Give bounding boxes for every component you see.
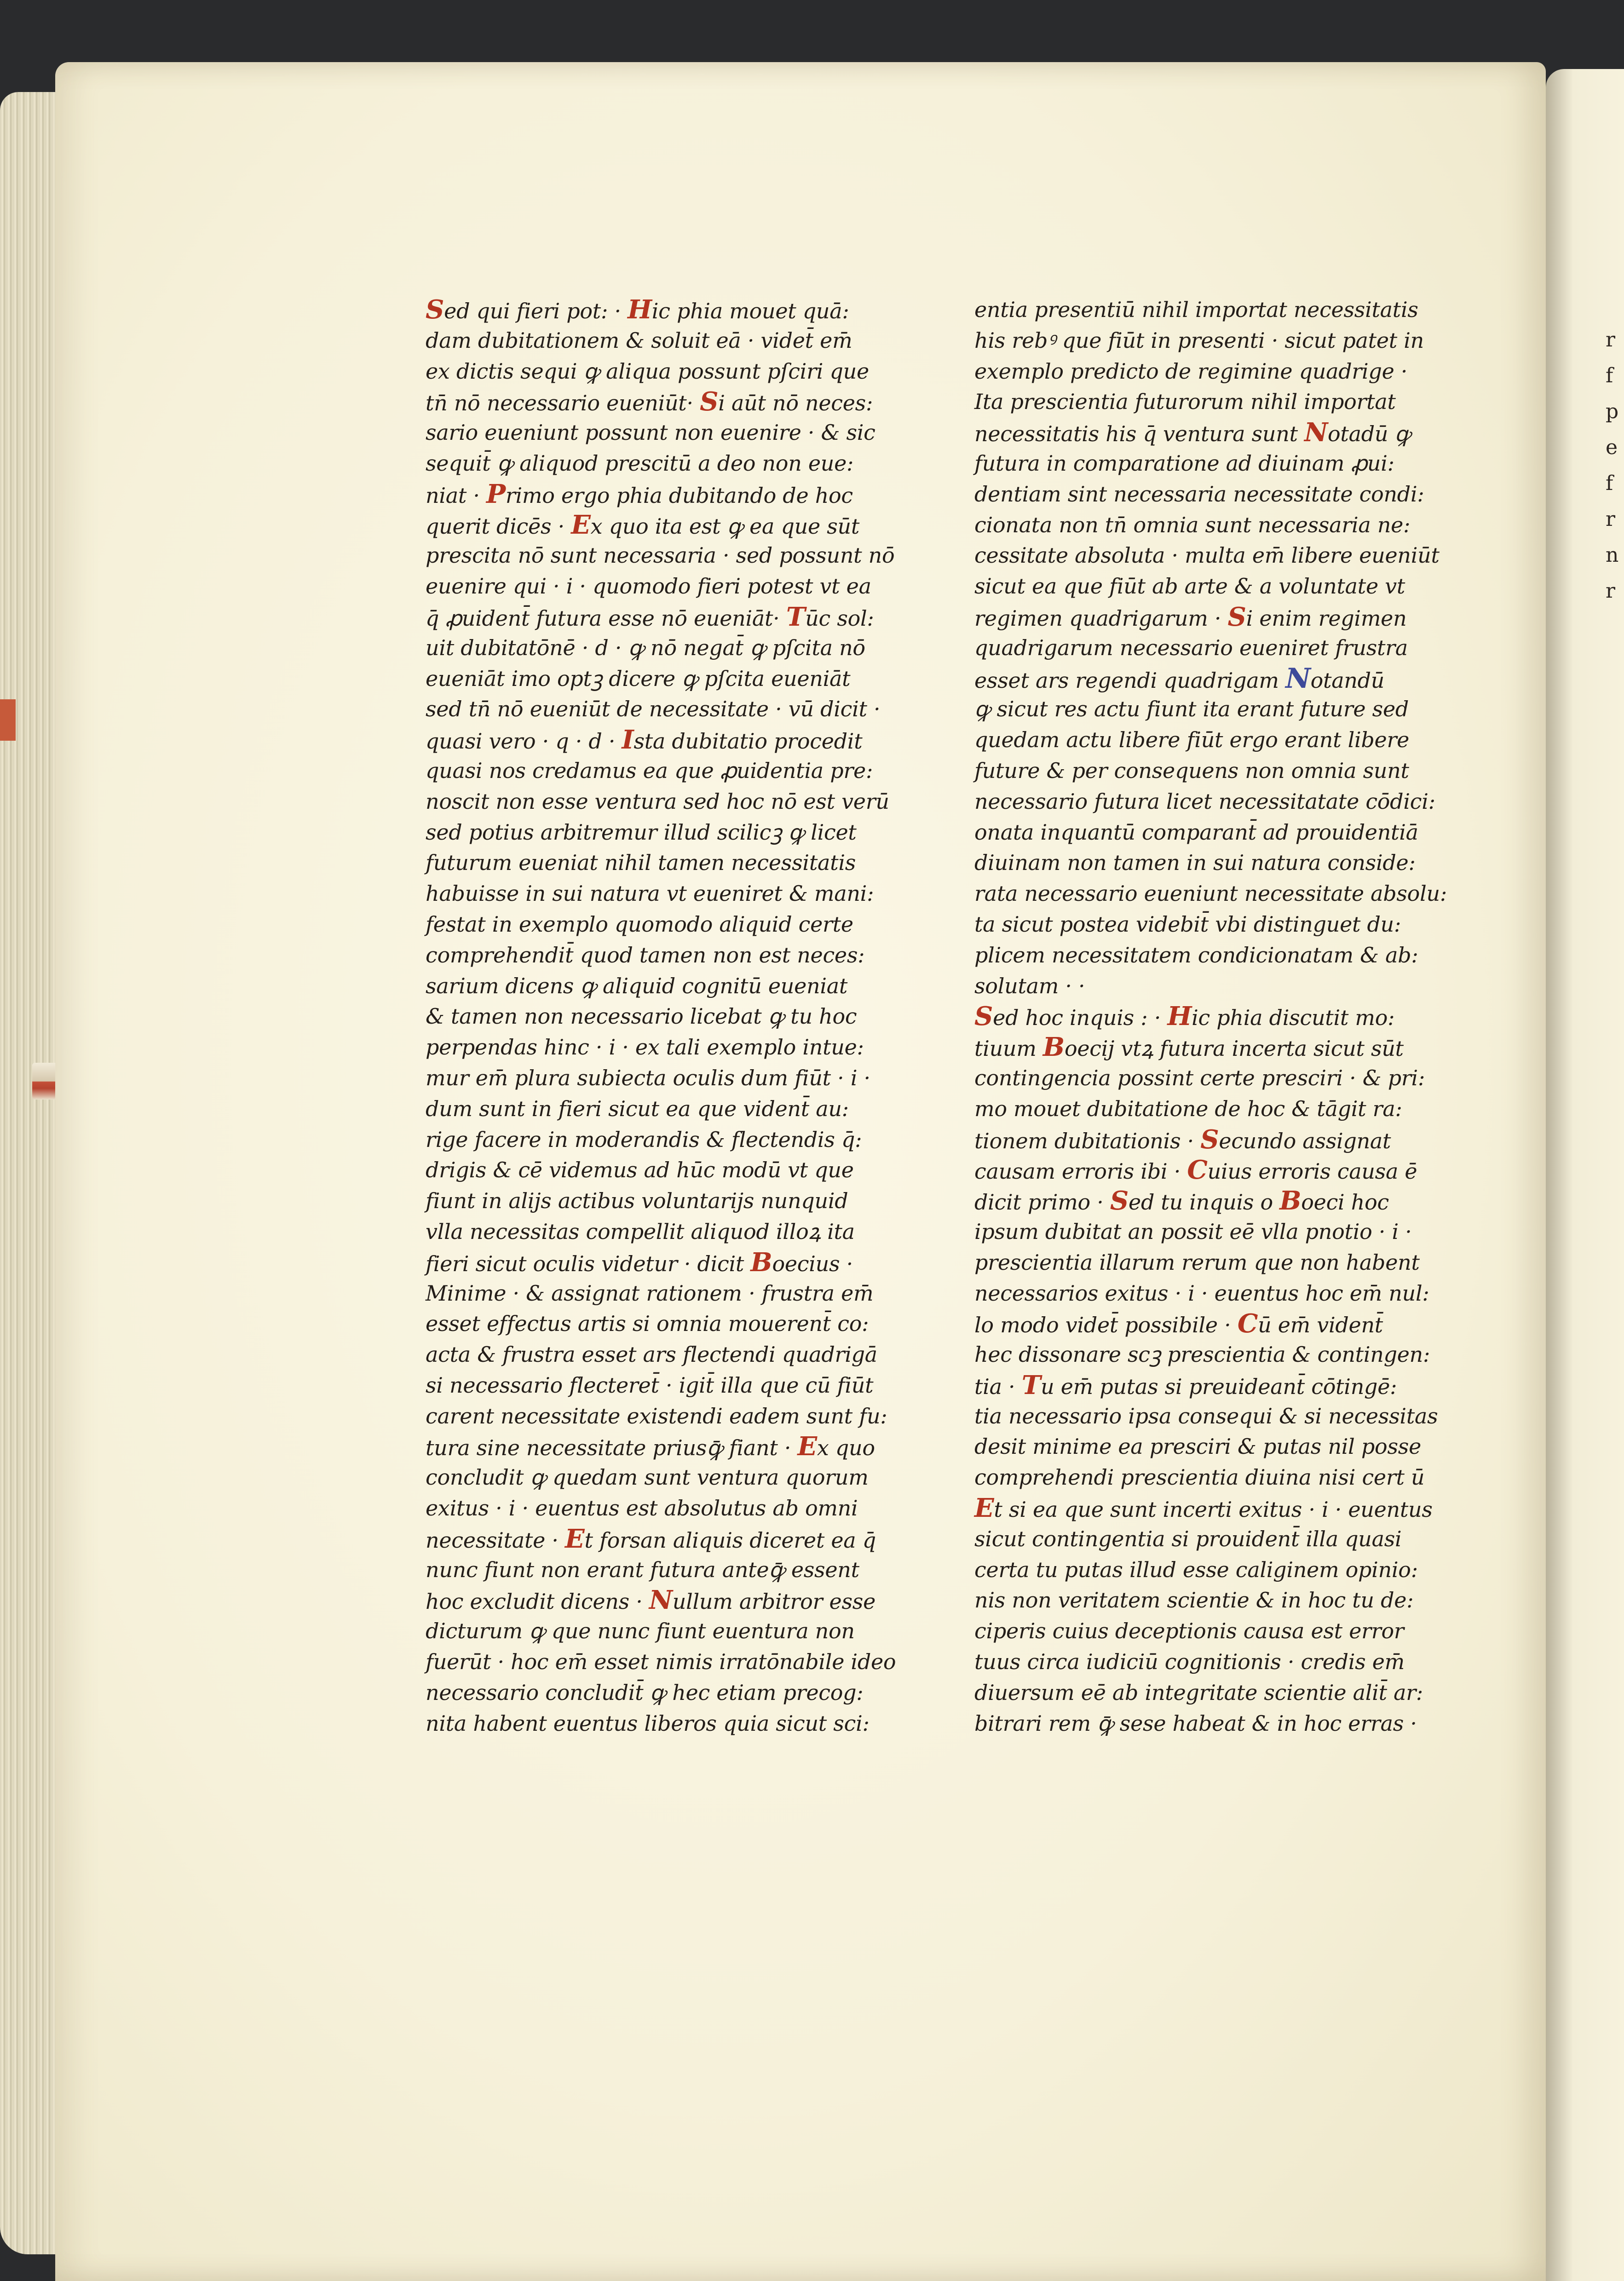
rubricated-initial: S <box>1110 1186 1129 1216</box>
rubricated-initial: H <box>628 294 652 325</box>
text-segment: onata inquantū comparant̄ ad prouidentiā <box>974 819 1418 845</box>
text-line <box>974 294 1434 325</box>
text-segment: entia presentiū nihil importat necessitatis <box>974 297 1418 322</box>
text-segment: tura sine necessitate priusꝙ̄ fiant · <box>426 1435 798 1461</box>
rubricated-initial: S <box>700 386 719 417</box>
text-line <box>974 1155 1434 1186</box>
text-segment: necessitate · <box>426 1527 565 1553</box>
red-tab-marker <box>0 699 16 741</box>
text-line <box>974 1339 1434 1370</box>
text-segment: comprehendi prescientia diuina nisi cert ū <box>974 1465 1425 1490</box>
text-line <box>426 325 895 356</box>
blue-initial: N <box>1285 662 1311 695</box>
text-line <box>974 1493 1434 1524</box>
rubricated-initial: E <box>565 1523 585 1554</box>
text-line <box>974 1370 1434 1401</box>
text-segment: exemplo predicto de regimine quadrige · <box>974 358 1408 384</box>
text-line <box>426 1308 895 1339</box>
text-segment: ipsum dubitat an possit eē vlla pnotio · i · <box>974 1219 1412 1244</box>
rubricated-initial: T <box>786 601 806 632</box>
next-page-letters: r f p e f r n r <box>1606 328 1619 603</box>
text-segment: tiuum <box>974 1036 1043 1061</box>
text-segment: causam erroris ibi · <box>974 1159 1187 1184</box>
text-segment: tia necessario ipsa consequi & si necessitas <box>974 1403 1438 1429</box>
text-line <box>426 1186 895 1216</box>
text-segment: prescientia illarum rerum que non habent <box>974 1250 1420 1275</box>
text-segment: nunc fiunt non erant futura anteꝙ̄ essent <box>426 1557 859 1582</box>
text-segment: rige facere in moderandis & flectendis q̄: <box>426 1127 862 1152</box>
text-line <box>426 1278 895 1309</box>
text-segment: x quo ita est ꝙ ea que sūt <box>590 513 860 539</box>
text-segment: exitus · i · euentus est absolutus ab omni <box>426 1496 858 1521</box>
text-line <box>974 1585 1434 1616</box>
text-line <box>426 725 895 755</box>
text-segment: dicturum ꝙ que nunc fiunt euentura non <box>426 1619 855 1644</box>
text-line <box>974 1616 1434 1647</box>
text-segment: necessarios exitus · i · euentus hoc em̄ nul: <box>974 1280 1429 1306</box>
text-segment: & tamen non necessario licebat ꝙ tu hoc <box>426 1004 857 1029</box>
rubricated-initial: B <box>1042 1032 1065 1063</box>
text-line <box>974 479 1434 510</box>
text-line <box>426 1063 895 1094</box>
text-line <box>426 755 895 786</box>
text-segment: u em̄ putas si preuideant̄ cōtingē: <box>1041 1374 1397 1399</box>
text-segment: tuus circa iudiciū cognitionis · credis em̄ <box>974 1649 1405 1675</box>
text-line <box>974 386 1434 417</box>
text-segment: esset effectus artis si omnia mouerent̄ co: <box>426 1311 869 1336</box>
text-line <box>426 1032 895 1063</box>
text-segment: fiunt in alijs actibus voluntarijs nunquid <box>426 1188 848 1214</box>
text-segment: si necessario flecteret̄ · igit̄ illa que cū fiūt <box>426 1372 874 1398</box>
text-line <box>426 1555 895 1585</box>
text-segment: solutam · · <box>974 973 1085 998</box>
text-line <box>974 1278 1434 1309</box>
text-segment: t si ea que sunt incerti exitus · i · euentus <box>994 1497 1433 1522</box>
text-segment: concludit ꝙ quedam sunt ventura quorum <box>426 1465 869 1490</box>
text-segment: esset ars regendi quadrigam <box>974 668 1286 693</box>
text-line <box>974 940 1434 971</box>
rubricated-initial: H <box>1167 1001 1192 1032</box>
text-line <box>974 1124 1434 1155</box>
text-segment: dum sunt in fieri sicut ea que vident̄ au: <box>426 1096 849 1121</box>
text-segment: hec dissonare scꝫ prescientia & contingen: <box>974 1342 1430 1367</box>
text-segment: comprehendit̄ quod tamen non est neces: <box>426 942 865 968</box>
text-line <box>974 1186 1434 1216</box>
text-line <box>426 817 895 848</box>
text-segment: mur em̄ plura subiecta oculis dum fiūt · i · <box>426 1065 870 1090</box>
text-segment: tia · <box>974 1374 1022 1399</box>
text-segment: futurum eueniat nihil tamen necessitatis <box>426 850 856 876</box>
text-line <box>974 1677 1434 1708</box>
text-line <box>426 417 895 448</box>
text-line <box>974 1708 1434 1739</box>
text-segment: sed tn̄ nō eueniūt de necessitate · vū dicit · <box>426 697 881 722</box>
rubricated-initial: B <box>1279 1186 1302 1216</box>
rubricated-initial: P <box>486 478 506 509</box>
text-line <box>426 1155 895 1186</box>
text-segment: querit dicēs · <box>426 513 571 539</box>
text-segment: nis non veritatem scientie & in hoc tu de: <box>974 1588 1414 1613</box>
text-line <box>426 1524 895 1555</box>
text-segment: cionata non tn̄ omnia sunt necessaria ne: <box>974 512 1411 537</box>
text-segment: plicem necessitatem condicionatam & ab: <box>974 942 1418 968</box>
text-segment: fieri sicut oculis videtur · dicit <box>426 1251 751 1276</box>
text-segment: ūc sol: <box>805 605 874 631</box>
text-segment: Ita prescientia futurorum nihil importat <box>974 389 1396 415</box>
text-segment: nita habent euentus liberos quia sicut sci: <box>426 1711 870 1736</box>
text-segment: bitrari rem ꝙ̄ sese habeat & in hoc erras · <box>974 1711 1417 1736</box>
text-line <box>426 510 895 541</box>
text-segment: necessario concludit̄ ꝙ hec etiam precog: <box>426 1680 864 1705</box>
text-line <box>974 356 1434 387</box>
text-line <box>426 1124 895 1155</box>
text-segment: ꝙ sicut res actu fiunt ita erant future sed <box>974 697 1409 722</box>
text-segment: his rebꝰ que fiūt in presenti · sicut patet in <box>974 328 1424 353</box>
text-segment: acta & frustra esset ars flectendi quadrigā <box>426 1342 877 1367</box>
text-line <box>426 1094 895 1124</box>
text-line <box>426 971 895 1002</box>
text-segment: desit minime ea presciri & putas nil posse <box>974 1434 1421 1459</box>
text-line <box>426 663 895 694</box>
text-segment: lo modo videt̄ possibile · <box>974 1313 1238 1338</box>
rubricated-initial: N <box>1304 417 1328 448</box>
text-line <box>426 786 895 817</box>
rubricated-initial: C <box>1237 1308 1258 1339</box>
text-segment: cessitate absoluta · multa em̄ libere eueniūt <box>974 543 1440 568</box>
text-line <box>974 694 1434 725</box>
rubricated-initial: S <box>974 1001 993 1032</box>
text-segment: hoc excludit dicens · <box>426 1589 649 1614</box>
text-segment: ic phia mouet quā: <box>651 299 849 323</box>
text-segment: oecij vtꝝ futura incerta sicut sūt <box>1064 1036 1404 1061</box>
text-line <box>426 1647 895 1677</box>
text-line <box>426 479 895 510</box>
text-line <box>974 448 1434 479</box>
text-segment: euenire qui · i · quomodo fieri potest vt ea <box>426 574 871 599</box>
text-segment: quadrigarum necessario eueniret frustra <box>974 635 1408 660</box>
text-segment: certa tu putas illud esse caliginem opinio: <box>974 1557 1418 1582</box>
rubricated-initial: E <box>974 1493 994 1524</box>
text-segment: sed potius arbitremur illud scilicꝫ ꝙ licet <box>426 819 857 845</box>
rubricated-initial: S <box>426 294 444 325</box>
text-segment: diuinam non tamen in sui natura conside: <box>974 850 1416 876</box>
text-segment: sta dubitatio procedit <box>633 729 863 754</box>
text-line <box>974 1032 1434 1063</box>
text-line <box>426 1001 895 1032</box>
text-line <box>974 571 1434 602</box>
text-line <box>974 602 1434 633</box>
text-segment: sequit̄ ꝙ aliquod prescitū a deo non eue: <box>426 450 854 476</box>
text-segment: contingencia possint certe presciri · & pri: <box>974 1065 1425 1090</box>
rubricated-initial: S <box>1200 1124 1219 1155</box>
text-line <box>426 1616 895 1647</box>
text-line <box>426 878 895 909</box>
text-line <box>426 386 895 417</box>
text-line <box>974 1001 1434 1032</box>
text-segment: quasi nos credamus ea que ꝓuidentia pre: <box>426 758 873 783</box>
text-segment: necessario futura licet necessitatate cōdici: <box>974 789 1435 814</box>
text-line <box>974 878 1447 909</box>
text-line <box>974 1401 1438 1432</box>
rubricated-initial: I <box>622 725 634 755</box>
text-line <box>974 633 1434 663</box>
text-line <box>426 571 895 602</box>
text-segment: ū em̄ vident̄ <box>1258 1313 1383 1338</box>
text-segment: dicit primo · <box>974 1190 1110 1215</box>
text-line <box>426 1677 895 1708</box>
text-segment: diuersum eē ab integritate scientie alit̄ ar: <box>974 1680 1423 1705</box>
text-segment: prescita nō sunt necessaria · sed possunt nō <box>426 543 895 568</box>
text-line <box>974 1216 1434 1247</box>
text-segment: dentiam sint necessaria necessitate condi: <box>974 481 1424 507</box>
text-segment: sicut ea que fiūt ab arte & a voluntate vt <box>974 574 1405 599</box>
text-line <box>426 1216 895 1247</box>
text-segment: ed tu inquis o <box>1129 1190 1280 1215</box>
text-line <box>426 1247 895 1278</box>
text-segment: tn̄ nō necessario eueniūt· <box>426 391 700 416</box>
text-segment: otadū ꝙ <box>1327 421 1411 447</box>
text-segment: eueniāt imo optꝫ dicere ꝙ pſcita eueniāt <box>426 666 851 691</box>
text-line <box>426 294 895 325</box>
text-line <box>974 1094 1434 1124</box>
text-line <box>974 1431 1434 1462</box>
text-line <box>974 817 1434 848</box>
text-line <box>974 1555 1434 1585</box>
text-line <box>426 1431 895 1462</box>
rubricated-initial: T <box>1021 1370 1041 1400</box>
text-line <box>974 663 1434 694</box>
rubricated-initial: E <box>797 1431 817 1462</box>
text-line <box>426 448 895 479</box>
text-segment: ullum arbitror esse <box>672 1589 876 1614</box>
text-segment: ta sicut postea videbit̄ vbi distinguet du: <box>974 911 1401 937</box>
rubricated-initial: B <box>750 1247 772 1278</box>
text-segment: festat in exemplo quomodo aliquid certe <box>426 911 853 937</box>
text-segment: i enim regimen <box>1246 605 1407 631</box>
text-segment: uius erroris causa ē <box>1207 1159 1417 1184</box>
text-segment: habuisse in sui natura vt eueniret & mani: <box>426 881 874 906</box>
text-segment: i aūt nō neces: <box>718 391 873 416</box>
text-segment: dam dubitationem & soluit eā · videt̄ em̄ <box>426 328 852 353</box>
text-line <box>974 847 1434 878</box>
text-line <box>974 1247 1434 1278</box>
text-line <box>426 940 895 971</box>
rubricated-initial: C <box>1187 1155 1208 1186</box>
text-segment: necessitatis his q̄ ventura sunt <box>974 421 1305 447</box>
text-line <box>974 510 1434 541</box>
right-text-column <box>974 294 1447 1739</box>
text-segment: ciperis cuius deceptionis causa est error <box>974 1619 1404 1644</box>
text-line <box>974 971 1434 1002</box>
text-segment: sicut contingentia si prouident̄ illa quasi <box>974 1526 1402 1551</box>
text-line <box>974 540 1440 571</box>
text-line <box>974 1063 1434 1094</box>
text-segment: ed qui fieri pot: · <box>444 299 628 323</box>
text-line <box>974 1462 1434 1493</box>
text-line <box>974 417 1434 448</box>
left-text-column <box>426 294 895 1739</box>
text-segment: q̄ ꝓuident̄ futura esse nō eueniāt· <box>426 605 786 631</box>
text-segment: drigis & cē videmus ad hūc modū vt que <box>426 1158 854 1183</box>
text-segment: vlla necessitas compellit aliquod illoꝝ ita <box>426 1219 855 1244</box>
text-segment: ex dictis sequi ꝙ aliqua possunt pſciri que <box>426 358 869 384</box>
text-line <box>426 1585 895 1616</box>
text-line <box>426 1339 895 1370</box>
text-segment: rata necessario eueniunt necessitate absolu: <box>974 881 1447 906</box>
text-segment: futura in comparatione ad diuinam ꝓui: <box>974 450 1394 476</box>
text-line <box>426 847 895 878</box>
text-line <box>426 356 895 387</box>
text-segment: Minime · & assignat rationem · frustra em̄ <box>426 1280 874 1306</box>
rubricated-initial: S <box>1227 601 1246 632</box>
text-line <box>426 1370 895 1401</box>
text-line <box>974 725 1434 755</box>
text-segment: otandū <box>1310 668 1385 693</box>
text-line <box>426 602 895 633</box>
text-segment: regimen quadrigarum · <box>974 605 1228 631</box>
text-segment: oecius · <box>772 1251 853 1276</box>
text-segment: noscit non esse ventura sed hoc nō est verū <box>426 789 889 814</box>
text-segment: sario eueniunt possunt non euenire · & sic <box>426 420 875 445</box>
text-segment: fuerūt · hoc em̄ esset nimis irratōnabile ideo <box>426 1649 896 1675</box>
rubricated-initial: E <box>571 509 591 540</box>
text-line <box>426 909 895 940</box>
text-line <box>426 1462 895 1493</box>
text-line <box>974 786 1434 817</box>
text-line <box>426 1493 895 1524</box>
text-segment: niat · <box>426 483 487 508</box>
text-segment: quasi vero · q · d · <box>426 729 622 754</box>
rubricated-initial: N <box>649 1585 673 1616</box>
text-segment: carent necessitate existendi eadem sunt fu: <box>426 1403 887 1429</box>
text-segment: uit dubitatōnē · d · ꝙ nō negat̄ ꝙ pſcita nō <box>426 635 865 660</box>
text-line <box>426 540 895 571</box>
text-segment: ed hoc inquis : · <box>993 1005 1168 1031</box>
text-line <box>426 694 895 725</box>
text-segment: sarium dicens ꝙ aliquid cognitū eueniat <box>426 973 848 998</box>
text-segment: mo mouet dubitatione de hoc & tāgit ra: <box>974 1096 1402 1121</box>
text-segment: t forsan aliquis diceret ea q̄ <box>584 1527 876 1553</box>
text-line <box>974 1308 1434 1339</box>
text-segment: x quo <box>817 1435 875 1461</box>
text-line <box>974 909 1434 940</box>
text-line <box>426 1401 895 1432</box>
text-segment: future & per consequens non omnia sunt <box>974 758 1409 783</box>
text-line <box>974 1647 1434 1677</box>
text-segment: rimo ergo phia dubitando de hoc <box>505 483 853 508</box>
text-line <box>974 755 1434 786</box>
text-segment: tionem dubitationis · <box>974 1128 1201 1153</box>
text-line <box>426 1708 895 1739</box>
text-segment: ic phia discutit mo: <box>1192 1005 1395 1031</box>
text-segment: ecundo assignat <box>1219 1128 1391 1153</box>
text-line <box>974 325 1434 356</box>
text-line <box>426 633 895 663</box>
text-segment: quedam actu libere fiūt ergo erant libere <box>974 727 1410 753</box>
text-segment: perpendas hinc · i · ex tali exemplo intue: <box>426 1035 864 1060</box>
text-segment: oeci hoc <box>1301 1190 1389 1215</box>
text-line <box>974 1524 1434 1555</box>
